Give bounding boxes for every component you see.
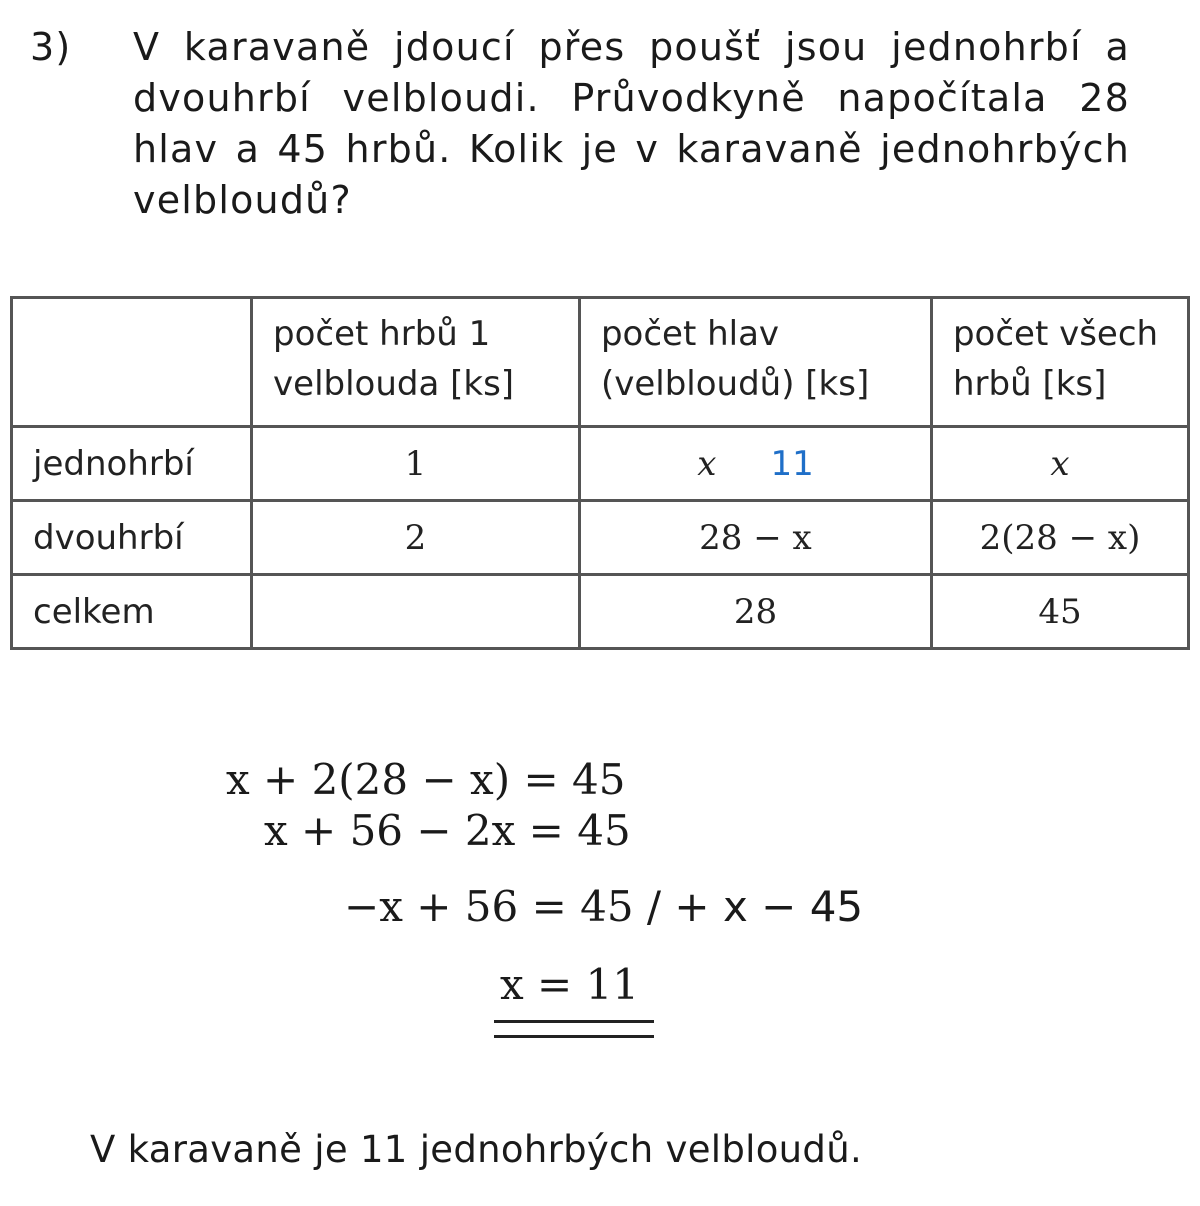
heads-cell: 28 (579, 575, 931, 649)
header-humps-per-camel-unit: [ks] (450, 364, 515, 404)
equation-line-1: x + 2(28 − x) = 45 (226, 755, 626, 804)
equation-line-3-main: −x + 56 = 45 (344, 882, 634, 931)
header-total-humps-text: počet všech hrbů (952, 314, 1159, 404)
total-humps-cell: 2(28 − x) (931, 501, 1188, 575)
heads-cell (579, 427, 931, 501)
header-humps-per-camel (252, 298, 580, 427)
row-label: celkem (12, 575, 252, 649)
equation-result: x = 11 (500, 960, 640, 1009)
humps-per-camel-cell (252, 575, 580, 649)
header-humps-per-camel-text: počet hrbů 1 velblouda (273, 314, 491, 404)
humps-per-camel-cell: 2 (252, 501, 580, 575)
header-heads-unit: [ks] (805, 364, 870, 404)
equation-line-3 (344, 882, 863, 931)
camel-table (10, 296, 1190, 650)
heads-solved-value: 11 (770, 443, 814, 484)
total-humps-cell: 45 (931, 575, 1188, 649)
heads-value: x (697, 443, 717, 484)
row-label: dvouhrbí (12, 501, 252, 575)
header-empty-cell (12, 298, 252, 427)
header-heads (579, 298, 931, 427)
table-row (12, 427, 1189, 501)
equation-line-2: x + 56 − 2x = 45 (264, 806, 631, 855)
result-double-underline (494, 1020, 654, 1038)
table-row (12, 575, 1189, 649)
row-label: jednohrbí (12, 427, 252, 501)
table-row (12, 501, 1189, 575)
heads-cell: 28 − x (579, 501, 931, 575)
equation-line-3-step: / + x − 45 (633, 882, 864, 931)
problem-text: V karavaně jdoucí přes poušť jsou jednohrbí a dvouhrbí velbloudi. Průvodkyně napočítala 28 hlav a 45 hrbů. Kolik je v karavaně jednohrbých velbloudů? (133, 25, 1130, 222)
problem-number: 3) (30, 25, 72, 69)
answer-sentence: V karavaně je 11 jednohrbých velbloudů. (90, 1128, 863, 1171)
total-humps-cell: x (931, 427, 1188, 501)
header-heads-text: počet hlav (velbloudů) (600, 314, 795, 404)
header-total-humps-unit: [ks] (1042, 364, 1107, 404)
humps-per-camel-cell: 1 (252, 427, 580, 501)
header-total-humps (931, 298, 1188, 427)
table-header-row (12, 298, 1189, 427)
